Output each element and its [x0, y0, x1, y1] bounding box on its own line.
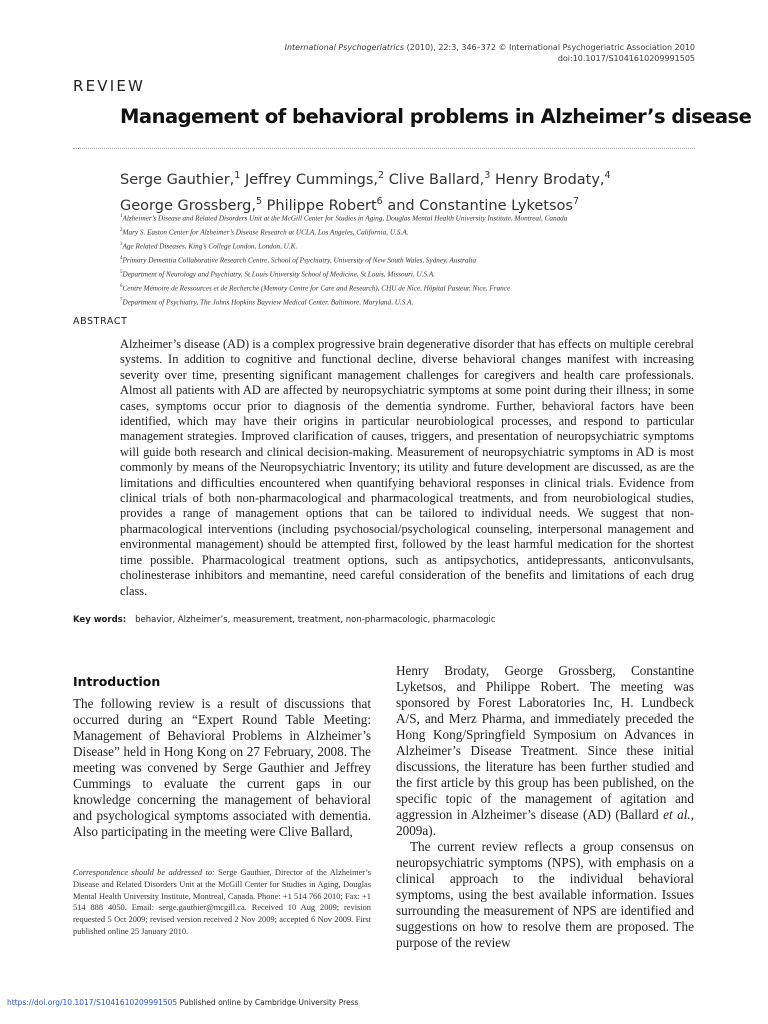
affiliation-item [120, 281, 567, 295]
author-affiliation-mark: 7 [572, 195, 579, 207]
keywords [73, 615, 496, 625]
title-divider [73, 148, 695, 149]
correspondence-note [73, 867, 371, 938]
section-label: REVIEW [73, 77, 146, 95]
author-name: and Constantine Lyketsos [387, 197, 573, 214]
affiliation-item [120, 267, 567, 281]
doi-link[interactable]: https://doi.org/10.1017/S1041610209991505 [7, 998, 178, 1007]
affiliation-number: 4 [120, 255, 123, 261]
affiliation-item [120, 295, 567, 309]
journal-doi: doi:10.1017/S1041610209991505 [557, 54, 695, 63]
affiliation-number: 7 [120, 297, 123, 303]
paragraph-text: , 2009a). [396, 807, 694, 838]
correspondence-lead: Correspondence should be addressed to: [73, 868, 215, 877]
introduction-column-2-paragraph-1 [396, 663, 694, 839]
abstract-label: ABSTRACT [73, 316, 128, 327]
affiliation-text: Department of Neurology and Psychiatry, St Louis University School of Medicine, St Louis, Missouri, U.S.A. [122, 270, 436, 279]
affiliation-text: Primary Dementia Collaborative Research Centre, School of Psychiatry, University of New South Wales, Sydney, Australia [122, 256, 477, 265]
journal-name: International Psychogeriatrics [284, 43, 405, 52]
introduction-column-1-paragraph: The following review is a result of discussions that occurred during an “Expert Round Table Meeting: Management of Behavioral Problems in Alzheimer’s Disease” held in Hong Kong on 27 February, 2008. The meeting was convened by Serge Gauthier and Jeffrey Cummings to evaluate the current gaps in our knowledge concerning the management of behavioral and psychological symptoms associated with dementia. Also participating in the meeting were Clive Ballard, [73, 696, 371, 839]
author-affiliation-mark: 5 [255, 195, 263, 207]
affiliation-number: 1 [120, 214, 123, 219]
author-affiliation-mark: 4 [604, 170, 611, 181]
author-affiliation-mark: 1 [234, 170, 241, 181]
affiliation-item [120, 253, 567, 267]
affiliation-number: 5 [120, 269, 123, 275]
author-affiliation-mark: 6 [376, 195, 383, 207]
citation-etal: et al. [663, 807, 691, 822]
journal-citation: (2010), 22:3, 346–372 © International Psychogeriatric Association 2010 [406, 43, 695, 52]
page-footer [7, 998, 358, 1007]
affiliation-number: 2 [120, 227, 123, 233]
published-by: Published online by Cambridge University Press [177, 998, 359, 1007]
keywords-label: Key words: [73, 615, 127, 625]
affiliation-number: 6 [120, 283, 123, 289]
article-title: Management of behavioral problems in Alzheimer’s disease [120, 105, 752, 128]
introduction-heading: Introduction [73, 674, 161, 689]
affiliation-text: Centre Mémoire de Ressources et de Recherche (Memory Centre for Care and Research), CHU de Nice, Hôpital Pasteur, Nice, France [122, 284, 511, 293]
affiliation-item [120, 211, 567, 225]
affiliation-text: Age Related Diseases, King’s College London, London, U.K. [122, 242, 298, 251]
affiliation-text: Alzheimer’s Disease and Related Disorders Unit at the McGill Center for Studies in Aging, Douglas Mental Health University Institute, Montreal, Canada [122, 214, 568, 223]
introduction-column-2-paragraph-2: The current review reflects a group consensus on neuropsychiatric symptoms (NPS), with emphasis on a clinical approach to the individual behavioral symptoms, using the best available information. Issues surrounding the measurement of NPS are identified and suggestions on how to resolve them are proposed. The purpose of the review [396, 839, 694, 950]
keywords-text: behavior, Alzheimer’s, measurement, treatment, non-pharmacologic, pharmacologic [135, 615, 496, 625]
author-name: Philippe Robert [266, 197, 377, 214]
affiliation-item [120, 225, 567, 239]
correspondence-text: Serge Gauthier, Director of the Alzheimer’s Disease and Related Disorders Unit at the McGill Center for Studies in Aging, Douglas Mental Health University Institute, Montreal, Canada. Phone: +1 514 766 2010; Fax: +1 514 888 4050. Email: serge.gauthier@mcgill.ca. Received 10 Aug 2009; revision requested 5 Oct 2009; revised version received 2 Nov 2009; accepted 6 Nov 2009. First published online 25 January 2010. [73, 868, 371, 936]
paragraph-text: Henry Brodaty, George Grossberg, Constantine Lyketsos, and Philippe Robert. The meeting was sponsored by Forest Laboratories Inc, H. Lundbeck A/S, and Merz Pharma, and immediately preceded the Hong Kong/Springfield Symposium on Advances in Alzheimer’s Disease Treatment. Since these initial discussions, the literature has been further studied and the first article by this group has been published, on the specific topic of the management of agitation and aggression in Alzheimer’s disease (AD) (Ballard [396, 663, 694, 822]
author-name: George Grossberg, [120, 197, 256, 214]
affiliation-list [120, 211, 567, 309]
author-affiliation-mark: 2 [378, 170, 385, 181]
author-list [120, 165, 611, 217]
journal-info [285, 42, 695, 64]
affiliation-text: Mary S. Easton Center for Alzheimer’s Disease Research at UCLA, Los Angeles, California, U.S.A. [122, 228, 409, 237]
affiliation-number: 3 [120, 241, 123, 247]
journal-citation-line [285, 42, 695, 53]
author-name: Jeffrey Cummings, [244, 171, 379, 188]
author-name: Clive Ballard, [388, 171, 485, 188]
introduction-column-2 [396, 663, 694, 951]
author-name: Serge Gauthier, [120, 171, 235, 188]
author-line-1 [120, 165, 611, 191]
author-name: Henry Brodaty, [494, 171, 605, 188]
affiliation-text: Department of Psychiatry, The Johns Hopkins Bayview Medical Center, Baltimore, Maryland, U.S.A. [122, 298, 414, 307]
abstract-body: Alzheimer’s disease (AD) is a complex progressive brain degenerative disorder that has effects on multiple cerebral systems. In addition to cognitive and functional decline, diverse behavioral changes manifest with increasing severity over time, presenting significant management challenges for caregivers and health care professionals. Almost all patients with AD are affected by neuropsychiatric symptoms at some point during their illness; in some cases, symptoms occur prior to diagnosis of the dementia syndrome. Further, behavioral factors have been identified, which may have their origins in particular neurobiological processes, and respond to particular management strategies. Improved clarification of causes, triggers, and presentation of neuropsychiatric symptoms will guide both research and clinical decision-making. Measurement of neuropsychiatric symptoms in AD is most commonly by means of the Neuropsychiatric Inventory; its utility and future development are discussed, as are the limitations and difficulties encountered when quantifying behavioral responses in clinical trials. Evidence from clinical trials of both non-pharmacological and pharmacological treatments, and from neurobiological studies, provides a range of management options that can be tailored to individual needs. We suggest that non-pharmacological interventions (including psychosocial/psychological counseling, interpersonal management and environmental management) should be attempted first, followed by the least harmful medication for the shortest time possible. Pharmacological treatment options, such as antipsychotics, antidepressants, anticonvulsants, cholinesterase inhibitors and memantine, need careful consideration of the benefits and limitations of each drug class. [120, 337, 694, 598]
author-affiliation-mark: 3 [484, 170, 491, 181]
affiliation-item [120, 239, 567, 253]
